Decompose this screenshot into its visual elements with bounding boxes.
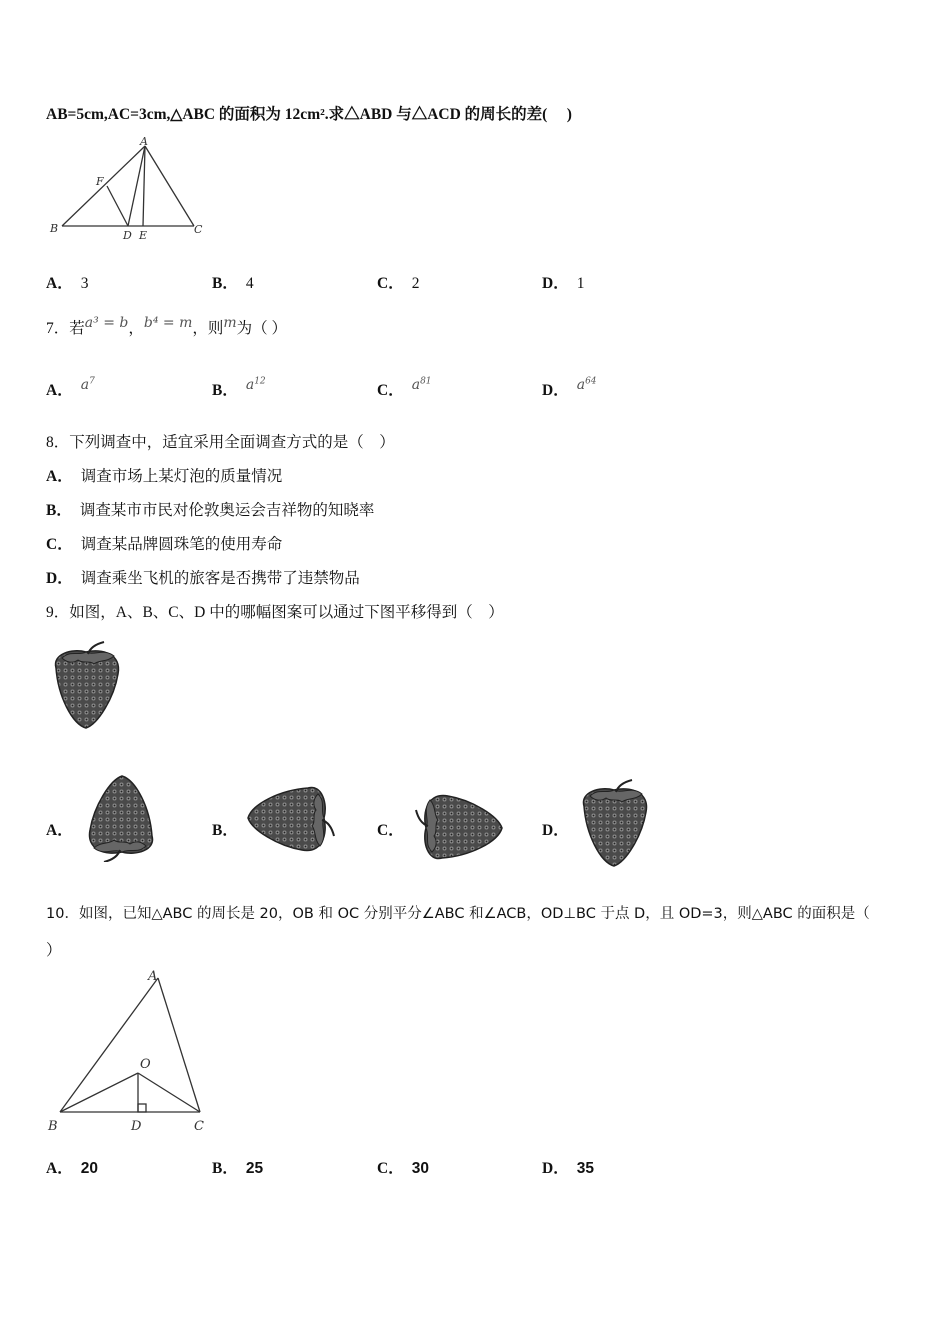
q9-option-c-strawberry[interactable] (414, 790, 514, 868)
q6-option-a[interactable]: A． 3 (46, 275, 89, 292)
q7-eq2: b⁴ = m (143, 315, 193, 331)
q6-label-c: C (194, 223, 203, 236)
q6-label-d: D (123, 229, 132, 242)
q8-option-a[interactable]: A． 调查市场上某灯泡的质量情况 (46, 468, 283, 485)
q9-option-c-label[interactable]: C． (377, 822, 404, 839)
q8-option-b[interactable]: B． 调查某市市民对伦敦奥运会吉祥物的知晓率 (46, 502, 375, 519)
q7-eq1: a³ = b (84, 315, 129, 331)
q7-option-d[interactable]: D． $a^{64}$ (542, 376, 597, 399)
q6-label-b: B (50, 222, 59, 235)
q9-option-d-strawberry[interactable] (574, 776, 659, 870)
q10-label-d: D (131, 1119, 142, 1134)
q6-label-a: A (140, 135, 148, 148)
q8-option-c[interactable]: C． 调查某品牌圆珠笔的使用寿命 (46, 536, 283, 553)
q9-option-b-label[interactable]: B． (212, 822, 238, 839)
q10-stem: 10．如图，已知△ABC 的周长是 20，OB 和 OC 分别平分∠ABC 和∠ACB，OD⊥BC 于点 D，且 OD=3，则△ABC 的面积是（ (46, 906, 870, 922)
q10-triangle-figure (44, 966, 214, 1136)
q9-option-a-strawberry[interactable] (80, 770, 165, 862)
q10-label-c: C (194, 1119, 204, 1134)
q10-stem-end: ） (46, 942, 62, 959)
q9-option-a-label[interactable]: A． (46, 822, 73, 839)
q6-stem: AB=5cm,AC=3cm,△ABC 的面积为 12cm².求△ABD 与△ACD 的周长的差( ) (46, 106, 572, 123)
q6-label-f: F (96, 175, 104, 188)
q10-label-b: B (48, 1119, 58, 1134)
q6-option-b[interactable]: B． 4 (212, 275, 254, 292)
q7-option-a[interactable]: A． $a^7$ (46, 376, 95, 399)
q9-option-d-label[interactable]: D． (542, 822, 569, 839)
q7-option-b[interactable]: B． $a^{12}$ (212, 376, 266, 399)
q9-original-strawberry (48, 640, 128, 730)
q6-triangle-figure (44, 134, 214, 244)
q10-option-d[interactable]: D． 35 (542, 1160, 594, 1177)
q8-option-d[interactable]: D． 调查乘坐飞机的旅客是否携带了违禁物品 (46, 570, 360, 587)
q10-option-b[interactable]: B． 25 (212, 1160, 264, 1177)
q6-label-e: E (139, 229, 148, 242)
q9-option-b-strawberry[interactable] (238, 778, 338, 863)
q10-option-c[interactable]: C． 30 (377, 1160, 429, 1177)
q8-stem: 8．下列调查中，适宜采用全面调查方式的是（ ） (46, 434, 395, 451)
q7-option-c[interactable]: C． $a^{81}$ (377, 376, 432, 399)
q10-option-a[interactable]: A． 20 (46, 1160, 98, 1177)
q7-stem: 7．若a³ = b，b⁴ = m，则m为（ ） (46, 315, 288, 337)
q10-label-o: O (140, 1057, 151, 1072)
q6-option-d[interactable]: D． 1 (542, 275, 585, 292)
q10-label-a: A (148, 969, 158, 984)
q9-stem: 9．如图，A、B、C、D 中的哪幅图案可以通过下图平移得到（ ） (46, 604, 504, 621)
q6-option-c[interactable]: C． 2 (377, 275, 420, 292)
